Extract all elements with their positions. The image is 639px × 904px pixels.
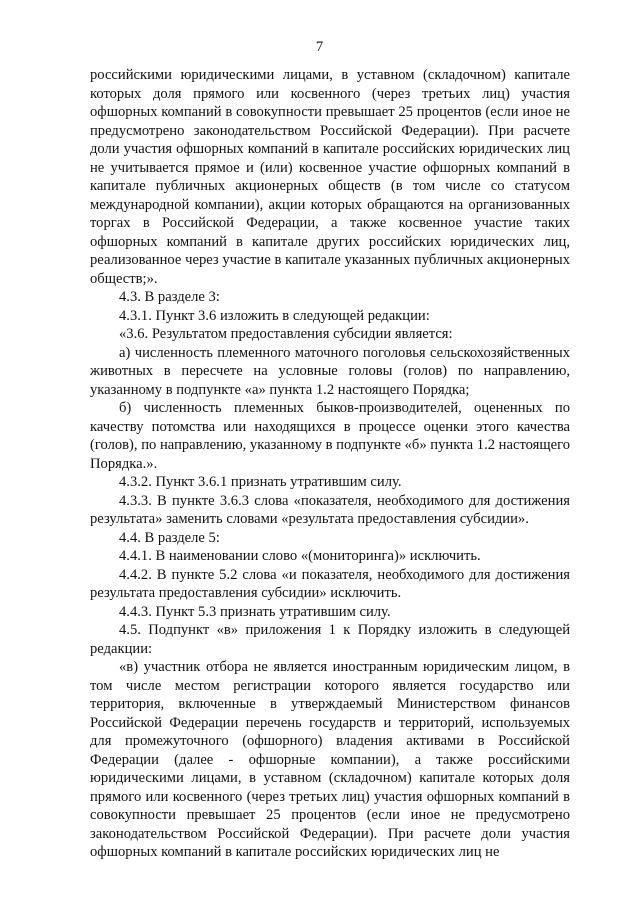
paragraph: «в) участник отбора не является иностранным юридическим лицом, в том числе местом регистрации которого является государство или территория, включенные в утверждаемый Министерством финансов Российской Федерации перечень государств и территорий, используемых для промежуточного (офшорного) владения активами в Российской Федерации (далее - офшорные компании), а также российскими юридическими лицами, в уставном (складочном) капитале которых доля прямого или косвенного (через третьих лиц) участия офшорных компаний в совокупности превышает 25 процентов (если иное не предусмотрено законодательством Российской Федерации). При расчете доли участия офшорных компаний в капитале российских юридических лиц не (90, 659, 570, 860)
paragraph: 4.3.3. В пункте 3.6.3 слова «показателя, необходимого для достижения результата» заменить словами «результата предоставления субсидии». (90, 492, 570, 527)
paragraph: 4.3. В разделе 3: (119, 289, 220, 305)
paragraph: 4.3.1. Пункт 3.6 изложить в следующей редакции: (119, 307, 430, 324)
paragraph: 4.4.1. В наименовании слово «(мониторинга)» исключить. (119, 548, 481, 564)
document-body (90, 66, 570, 862)
paragraph: б) численность племенных быков-производителей, оцененных по качеству потомства или находящихся в процессе оценки этого качества (голов), по направлению, указанному в подпункте «б» пункта 1.2 настоящего Порядка.». (90, 400, 570, 472)
page-number: 7 (315, 39, 324, 55)
paragraph: 4.4.3. Пункт 5.3 признать утратившим силу. (119, 603, 391, 620)
paragraph: «3.6. Результатом предоставления субсидии является: (119, 326, 453, 342)
paragraph: российскими юридическими лицами, в уставном (складочном) капитале которых доля прямого или косвенного (через третьих лиц) участия офшорных компаний в совокупности превышает 25 процентов (если иное не предусмотрено законодательством Российской Федерации). При расчете доли участия офшорных компаний в капитале российских юридических лиц не учитывается прямое и (или) косвенное участие офшорных компаний в капитале публичных акционерных обществ (в том числе со статусом международной компании), акции которых обращаются на организованных торгах в Российской Федерации, а также косвенное участие таких офшорных компаний в капитале других российских юридических лиц, реализованное через участие в капитале указанных публичных акционерных обществ;». (90, 67, 570, 287)
paragraph: 4.4.2. В пункте 5.2 слова «и показателя, необходимого для достижения результата предоставления субсидии» исключить. (90, 566, 570, 601)
paragraph: 4.4. В разделе 5: (119, 529, 220, 546)
paragraph: 4.5. Подпункт «в» приложения 1 к Порядку изложить в следующей редакции: (90, 622, 570, 657)
paragraph: 4.3.2. Пункт 3.6.1 признать утратившим силу. (119, 474, 402, 490)
paragraph: а) численность племенного маточного поголовья сельскохозяйственных животных в пересчете на условные головы (голов) по направлению, указанному в подпункте «а» пункта 1.2 настоящего Порядка; (90, 344, 570, 398)
